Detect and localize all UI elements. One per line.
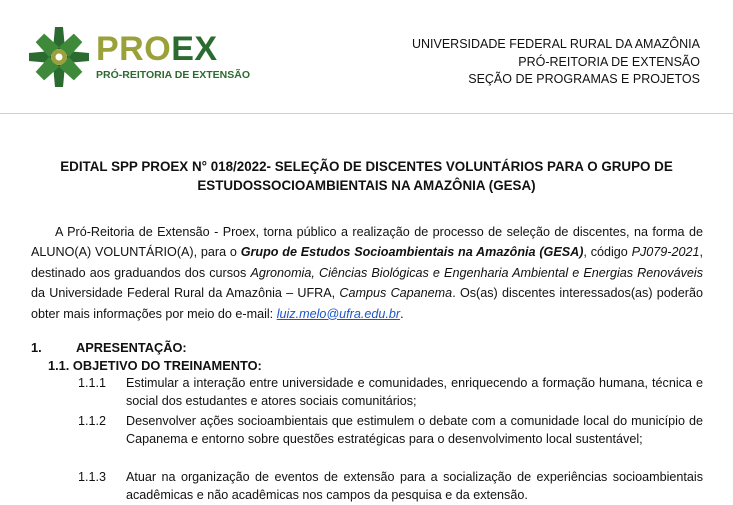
header-divider xyxy=(0,113,733,114)
section-1-label: APRESENTAÇÃO: xyxy=(76,340,187,355)
intro-text-4: da Universidade Federal Rural da Amazônia – UFRA, xyxy=(31,286,340,301)
objective-item xyxy=(78,413,703,467)
logo-subtitle: PRÓ-REITORIA DE EXTENSÃO xyxy=(96,69,251,81)
logo-word-pro: PRO xyxy=(96,30,172,68)
contact-email-link[interactable]: luiz.melo@ufra.edu.br xyxy=(276,306,401,321)
campus-name: Campus Capanema xyxy=(339,286,453,301)
intro-text-3: , destinado aos graduandos dos cursos xyxy=(31,245,704,280)
document-title xyxy=(20,157,713,195)
objective-item-text: Estimular a interação entre universidade e comunidades, enriquecendo a formação humana, técnica e social dos estudantes e atores sociais comunitários; xyxy=(126,376,703,408)
group-name: Grupo de Estudos Socioambientais na Amazônia (GESA) xyxy=(240,245,584,260)
objective-item xyxy=(78,469,703,505)
objective-item-text: Atuar na organização de eventos de extensão para a socialização de experiências socioambientais acadêmicas e não acadêmicas nos campos da pesquisa e da extensão. xyxy=(126,470,703,502)
objective-item-number: 1.1.3 xyxy=(78,470,107,484)
institution-line-university: UNIVERSIDADE FEDERAL RURAL DA AMAZÔNIA xyxy=(411,37,700,51)
intro-text-5: . Os(as) discentes interessados(as) poderão obter mais informações por meio do e-mail: xyxy=(31,286,703,321)
course-list: Agronomia, Ciências Biológicas e Engenharia Ambiental e Energias Renováveis xyxy=(250,265,703,280)
title-line-2: ESTUDOSSOCIOAMBIENTAIS NA AMAZÔNIA (GESA) xyxy=(197,178,536,193)
section-1-1-heading: 1.1. OBJETIVO DO TREINAMENTO: xyxy=(48,358,262,373)
intro-paragraph xyxy=(31,222,703,324)
objective-item-number: 1.1.1 xyxy=(78,376,107,390)
logo-wordmark xyxy=(96,32,218,66)
intro-text-2: , código xyxy=(583,245,632,260)
intro-text-6: . xyxy=(400,306,404,321)
section-1-heading xyxy=(31,340,187,355)
objective-item-text: Desenvolver ações socioambientais que estimulem o debate com a comunidade local do município de Capanema e entorno sobre questões estratégicas para o desenvolvimento local sustentável; xyxy=(126,414,703,446)
proex-logo xyxy=(26,24,251,94)
proex-emblem-icon xyxy=(26,24,92,90)
objective-item-number: 1.1.2 xyxy=(78,414,107,428)
institution-header xyxy=(412,36,700,89)
project-code: PJ079-2021 xyxy=(631,245,700,260)
intro-text-1: A Pró-Reitoria de Extensão - Proex, torna público a realização de processo de seleção de discentes, na forma de ALUNO(A) VOLUNTÁRIO(A), para o xyxy=(31,225,703,260)
institution-line-proex: PRÓ-REITORIA DE EXTENSÃO xyxy=(518,54,700,69)
section-1-number: 1. xyxy=(31,340,42,355)
title-line-1: EDITAL SPP PROEX N° 018/2022- SELEÇÃO DE DISCENTES VOLUNTÁRIOS PARA O GRUPO DE xyxy=(60,159,673,174)
objective-item xyxy=(78,375,703,411)
logo-word-ex: EX xyxy=(171,30,218,68)
institution-line-section: SEÇÃO DE PROGRAMAS E PROJETOS xyxy=(468,72,700,86)
